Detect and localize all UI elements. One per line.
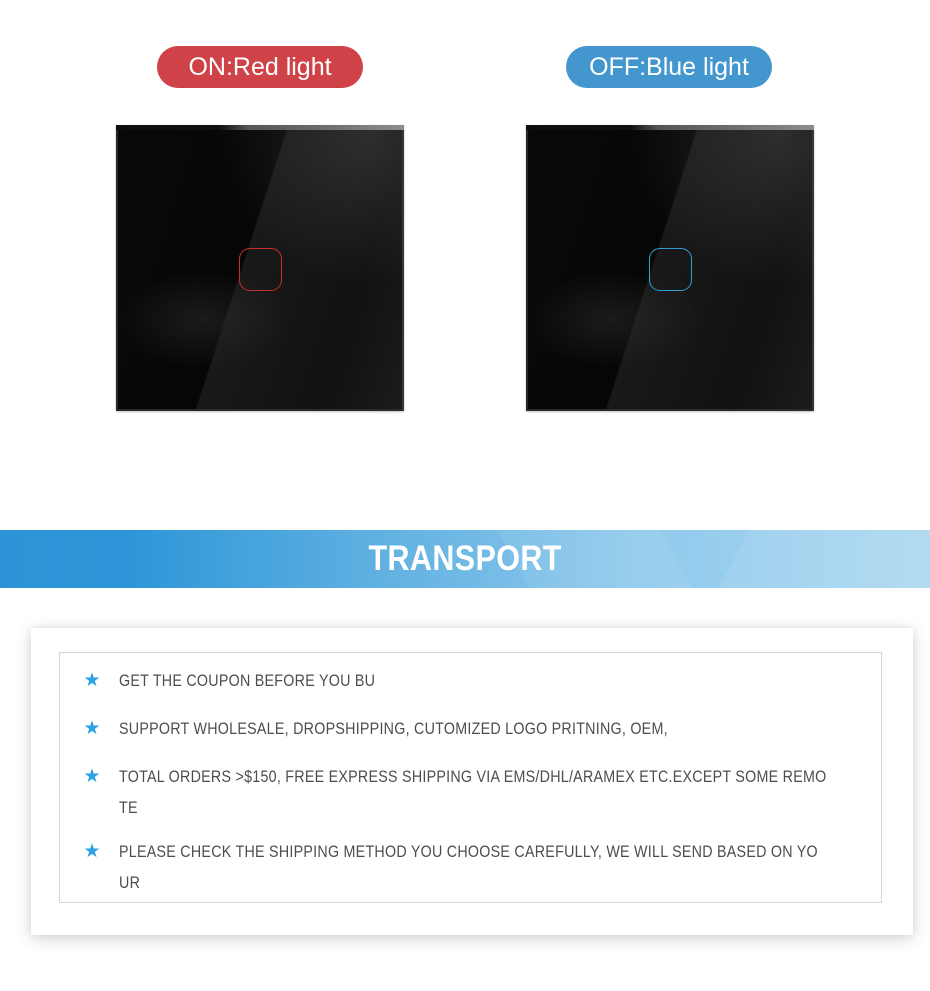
on-red-light-label: ON:Red light bbox=[157, 46, 363, 88]
touch-button-blue-outline bbox=[649, 248, 692, 291]
switch-panel-on-image bbox=[116, 125, 404, 411]
list-item-text: TOTAL ORDERS >$150, FREE EXPRESS SHIPPING VIA EMS/DHL/ARAMEX ETC.EXCEPT SOME REMO bbox=[119, 767, 827, 786]
transport-banner-title: TRANSPORT bbox=[368, 539, 562, 578]
transport-banner bbox=[0, 530, 930, 588]
star-icon: ★ bbox=[83, 669, 101, 691]
list-item bbox=[83, 761, 867, 823]
list-item-text: GET THE COUPON BEFORE YOU BU bbox=[119, 671, 376, 690]
touch-button-red-outline bbox=[239, 248, 282, 291]
list-item bbox=[83, 665, 867, 696]
star-icon: ★ bbox=[83, 840, 101, 862]
off-blue-light-label: OFF:Blue light bbox=[566, 46, 772, 88]
star-icon: ★ bbox=[83, 765, 101, 787]
list-item-text-wrap: TE bbox=[119, 798, 138, 817]
transport-list-box bbox=[59, 652, 882, 903]
list-item-text-wrap: UR bbox=[119, 873, 141, 892]
transport-card bbox=[31, 628, 913, 935]
list-item bbox=[83, 836, 867, 898]
list-item bbox=[83, 713, 867, 744]
star-icon: ★ bbox=[83, 717, 101, 739]
switch-panel-off-image bbox=[526, 125, 814, 411]
list-item-text: PLEASE CHECK THE SHIPPING METHOD YOU CHOOSE CAREFULLY, WE WILL SEND BASED ON YO bbox=[119, 842, 818, 861]
list-item-text: SUPPORT WHOLESALE, DROPSHIPPING, CUTOMIZED LOGO PRITNING, OEM, bbox=[119, 719, 668, 738]
